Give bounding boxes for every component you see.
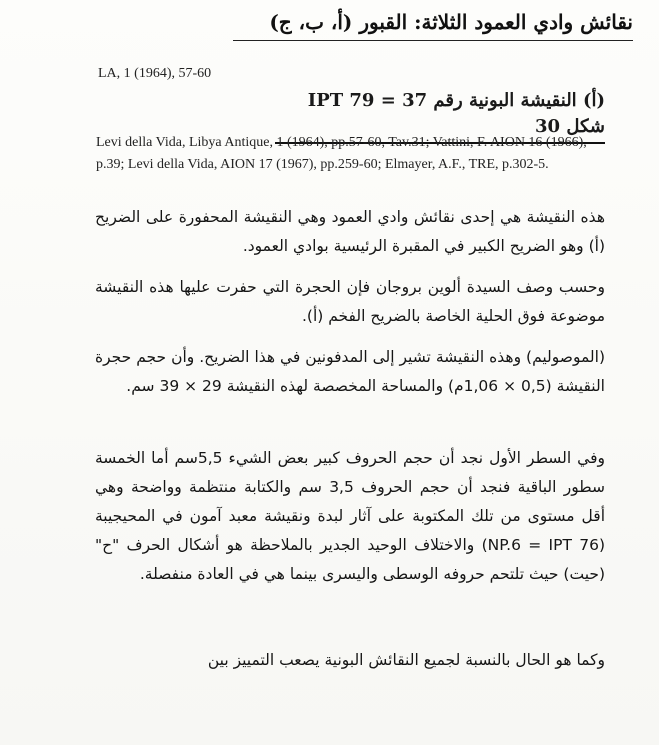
inscription-title: (أ) النقيشة البونية رقم 37 = IPT 79 شكل 30: [275, 88, 605, 144]
body-paragraph: (الموصوليم) وهذه النقيشة تشير إلى المدفونين في هذا الضريح. وأن حجم حجرة النقيشة (0,5 × 1,06م) والمساحة المخصصة لهذه النقيشة 29 × 39 سم.: [95, 348, 605, 395]
body-paragraph: وكما هو الحال بالنسبة لجميع النقائش البونية يصعب التمييز بين: [207, 651, 605, 669]
body-paragraph: وحسب وصف السيدة ألوين بروجان فإن الحجرة التي حفرت عليها هذه النقيشة موضوعة فوق الحلية الخاصة بالضريح الفخم (أ).: [95, 278, 605, 325]
body-paragraph: هذه النقيشة هي إحدى نقائش وادي العمود وهي النقيشة المحفورة على الضريح (أ) وهو الضريح الكبير في المقبرة الرئيسية بوادي العمود.: [95, 208, 605, 255]
body-paragraph: وفي السطر الأول نجد أن حجم الحروف كبير بعض الشيء 5,5سم أما الخمسة سطور الباقية فنجد أن حجم الحروف 3,5 سم والكتابة منتظمة وواضحة وهي أقل مستوى من تلك المكتوبة على آثار لبدة ونقيشة معبد آمون في المحيجيبة (NP.6 = IPT 76) والاختلاف الوحيد الجدير بالملاحظة هو أشكال الحرف "ح" (حيت) حيث تلتحم حروفه الوسطى واليسرى بينما هي في العادة منفصلة.: [95, 449, 605, 583]
running-header: نقائش وادي العمود الثلاثة: القبور (أ، ب، ج): [233, 6, 633, 41]
bibliography: Levi della Vida, Libya Antique, 1 (1964), pp.57-60, Tav.31; Vattini, F. AION 16 (1966), p.39; Levi della Vida, AION 17 (1967), pp.259-60; Elmayer, A.F., TRE, p.302-5.: [96, 135, 587, 172]
source-reference: LA, 1 (1964), 57-60: [98, 66, 212, 81]
